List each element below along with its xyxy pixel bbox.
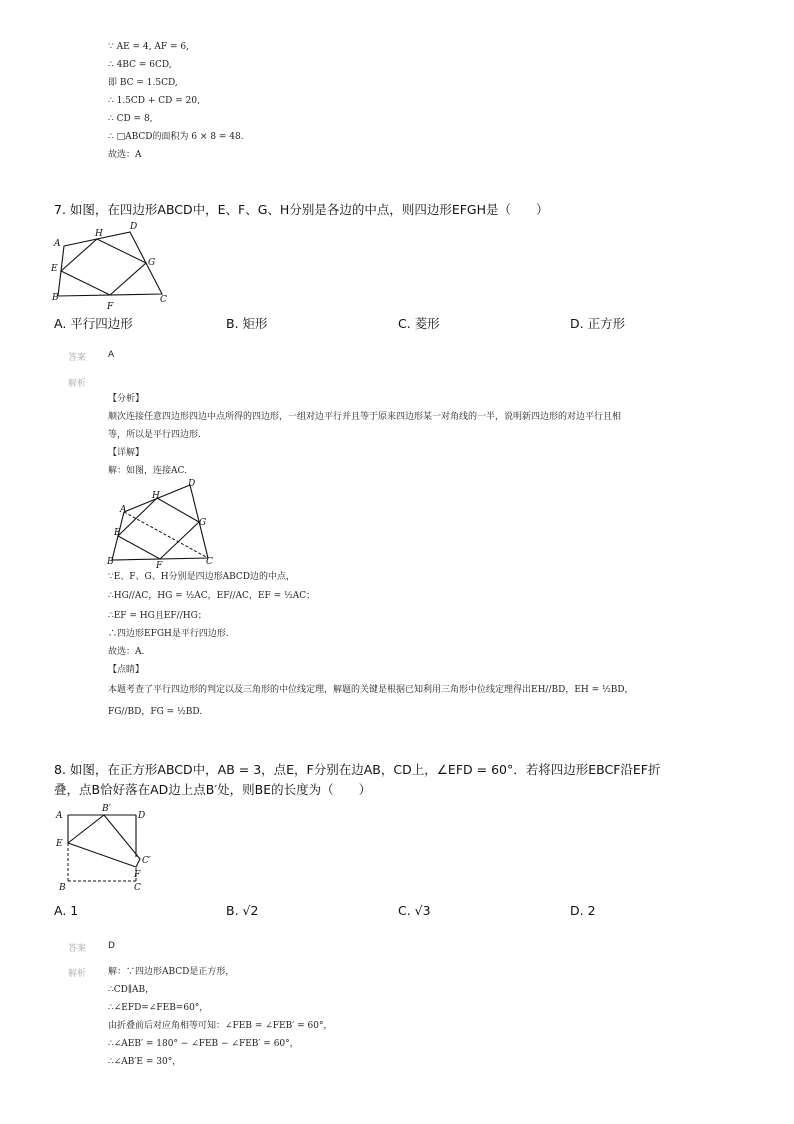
figure-label: C [134,883,141,893]
figure-label: C [206,557,213,567]
q8-stem-line1: 8. 如图，在正方形ABCD中，AB = 3，点E，F分别在边AB，CD上，∠EFD = 60°．若将四边形EBCF沿EF折 [54,762,661,777]
q8-solution-line: 解：∵四边形ABCD是正方形， [108,967,235,977]
figure-label: B′ [102,804,111,814]
top-solution-line: ∵ AE = 4, AF = 6, [108,42,189,52]
q8-solution-line: ∴∠AEB′ = 180° − ∠FEB − ∠FEB′ = 60°， [108,1039,299,1049]
q7-dianjing-line: FG//BD，FG = ½BD. [108,707,203,717]
figure-label: E [51,264,58,274]
figure-label: H [152,491,160,501]
figure-label: A [120,505,127,515]
q7-option-a: A. 平行四边形 [54,316,133,331]
figure-label: E [114,528,121,538]
top-solution-line: 即 BC = 1.5CD, [108,78,178,88]
q8-answer: D [108,941,115,951]
q7-answer-tag: 答案 [68,353,87,363]
q8-solution-line: ∴CD∥AB， [108,985,155,995]
figure-label: B [52,293,59,303]
top-solution-line: ∴ 1.5CD + CD = 20, [108,96,200,106]
q8-option-c: C. √3 [398,903,431,918]
q8-analysis-tag: 解析 [68,969,87,979]
figure-label: B [107,557,114,567]
figure-label: G [199,518,207,528]
top-solution-line: ∴ CD = 8, [108,114,153,124]
figure-label: F [134,870,141,880]
q7-figure [50,218,180,312]
figure-label: H [95,229,103,239]
q8-stem-line2: 叠，点B恰好落在AD边上点B′处，则BE的长度为（ ） [54,782,372,797]
q8-solution-line: ∴∠AB′E = 30°， [108,1057,182,1067]
figure-label: A [56,811,63,821]
q7-detail-line: ∴HG//AC，HG = ½AC，EF//AC，EF = ½AC； [108,591,316,601]
q7-dianjing-title: 【点睛】 [108,665,145,675]
q7-answer: A [108,350,115,360]
top-solution-line: 故选：A [108,150,142,160]
figure-label: G [148,258,156,268]
q7-fenxi-line: 顺次连接任意四边形四边中点所得的四边形，一组对边平行并且等于原来四边形某一对角线的一半，说明新四边形的对边平行且相 [108,412,622,422]
q7-fenxi-line: 等，所以是平行四边形. [108,430,201,440]
q7-detail-line: ∴四边形EFGH是平行四边形. [108,629,229,639]
figure-label: F [156,561,163,570]
figure-label: E [56,839,63,849]
q7-fenxi-title: 【分析】 [108,394,145,404]
q8-solution-line: 由折叠前后对应角相等可知：∠FEB = ∠FEB′ = 60°， [108,1021,333,1031]
figure-label: C [160,295,167,305]
q7-detail-line: ∵E、F、G、H分别是四边形ABCD边的中点， [108,572,295,582]
figure-label: D [188,479,196,489]
figure-label: B [59,883,66,893]
figure-label: D [130,222,138,232]
figure-label: D [138,811,146,821]
q7-detail-line: 故选：A. [108,647,145,657]
figure-label: C′ [142,856,151,866]
q8-answer-tag: 答案 [68,944,87,954]
top-solution-line: ∴ 4BC = 6CD, [108,60,172,70]
q7-detail-line: ∴EF = HG且EF//HG； [108,611,207,621]
q7-option-b: B. 矩形 [226,316,268,331]
q7-dianjing-line: 本题考查了平行四边形的判定以及三角形的中位线定理，解题的关键是根据已知利用三角形中位线定理得出EH//BD，EH = ½BD， [108,685,634,695]
q7-option-d: D. 正方形 [570,316,626,331]
q7-analysis-tag: 解析 [68,379,87,389]
q8-option-a: A. 1 [54,903,79,918]
top-solution-line: ∴ □ABCD的面积为 6 × 8 = 48. [108,132,244,142]
q8-option-b: B. √2 [226,903,259,918]
q7-stem: 7. 如图，在四边形ABCD中，E、F、G、H分别是各边的中点，则四边形EFGH是（ ） [54,202,549,217]
q7-xiangjie-intro: 解：如图，连接AC. [108,466,187,476]
q7-solution-figure [104,476,220,570]
q7-xiangjie-title: 【详解】 [108,448,145,458]
q8-figure [54,800,164,894]
q8-option-d: D. 2 [570,903,596,918]
figure-label: A [54,239,61,249]
q8-solution-line: ∴∠EFD=∠FEB=60°， [108,1003,209,1013]
figure-label: F [107,302,114,312]
q7-option-c: C. 菱形 [398,316,440,331]
